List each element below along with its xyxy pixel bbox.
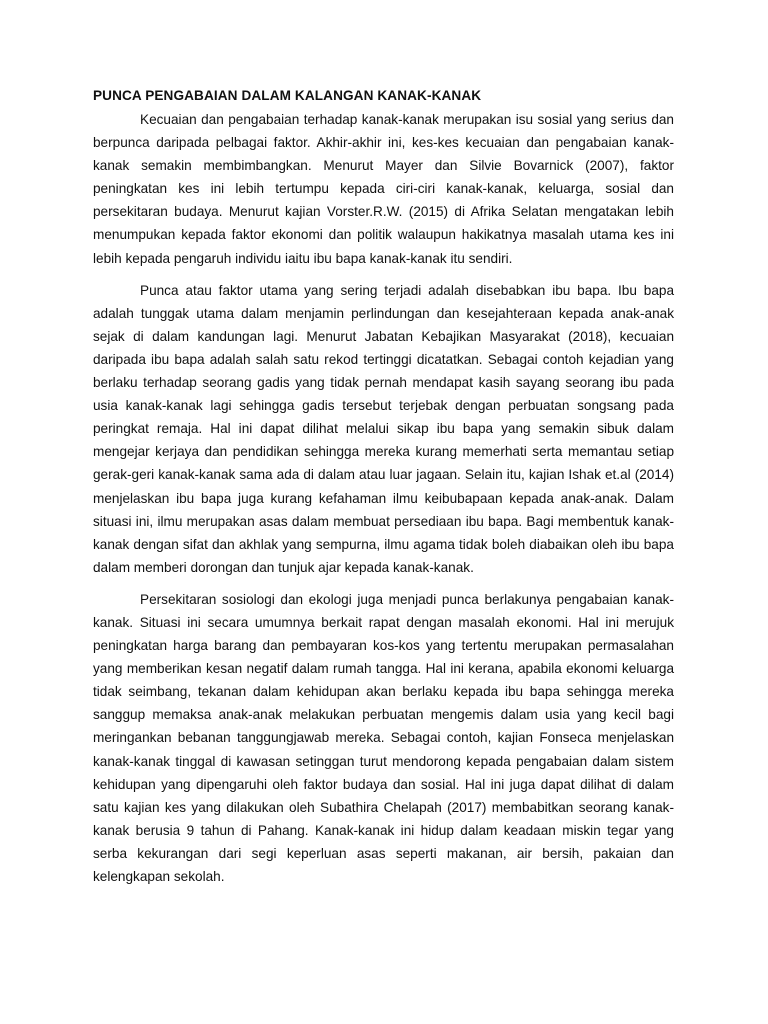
document-body bbox=[93, 84, 674, 897]
document-title: PUNCA PENGABAIAN DALAM KALANGAN KANAK-KANAK bbox=[93, 88, 482, 103]
paragraph-1: Kecuaian dan pengabaian terhadap kanak-kanak merupakan isu sosial yang serius dan berpunca daripada pelbagai faktor. Akhir-akhir ini, kes-kes kecuaian dan pengabaian kanak-kanak semakin membimbangkan. Menurut Mayer dan Silvie Bovarnick (2007), faktor peningkatan kes ini lebih tertumpu kepada ciri-ciri kanak-kanak, keluarga, sosial dan persekitaran budaya. Menurut kajian Vorster.R.W. (2015) di Afrika Selatan mengatakan lebih menumpukan kepada faktor ekonomi dan politik walaupun hakikatnya masalah utama kes ini lebih kepada pengaruh individu iaitu ibu bapa kanak-kanak itu sendiri. bbox=[93, 112, 674, 266]
paragraph-3: Persekitaran sosiologi dan ekologi juga menjadi punca berlakunya pengabaian kanak-kanak. Situasi ini secara umumnya berkait rapat dengan masalah ekonomi. Hal ini merujuk peningkatan harga barang dan pembayaran kos-kos yang tertentu merupakan permasalahan yang memberikan kesan negatif dalam rumah tangga. Hal ini kerana, apabila ekonomi keluarga tidak seimbang, tekanan dalam kehidupan akan berlaku kepada ibu bapa sehingga mereka sanggup memaksa anak-anak melakukan perbuatan mengemis dalam usia yang kecil bagi meringankan bebanan tanggungjawab mereka. Sebagai contoh, kajian Fonseca menjelaskan kanak-kanak tinggal di kawasan setinggan turut mendorong kepada pengabaian dalam sistem kehidupan yang dipengaruhi oleh faktor budaya dan sosial. Hal ini juga dapat dilihat di dalam satu kajian kes yang dilakukan oleh Subathira Chelapah (2017) membabitkan seorang kanak-kanak berusia 9 tahun di Pahang. Kanak-kanak ini hidup dalam keadaan miskin tegar yang serba kekurangan dari segi keperluan asas seperti makanan, air bersih, pakaian dan kelengkapan sekolah. bbox=[93, 591, 674, 884]
paragraph-2: Punca atau faktor utama yang sering terjadi adalah disebabkan ibu bapa. Ibu bapa adalah tunggak utama dalam menjamin perlindungan dan kesejahteraan kepada anak-anak sejak di dalam kandungan lagi. Menurut Jabatan Kebajikan Masyarakat (2018), kecuaian daripada ibu bapa adalah salah satu rekod tertinggi dicatatkan. Sebagai contoh kejadian yang berlaku terhadap seorang gadis yang tidak pernah mendapat kasih sayang seorang ibu pada usia kanak-kanak lagi sehingga gadis tersebut terjebak dengan perbuatan songsang pada peringkat remaja. Hal ini dapat dilihat melalui sikap ibu bapa yang semakin sibuk dalam mengejar kerjaya dan pendidikan sehingga mereka kurang memerhati serta memantau setiap gerak-geri kanak-kanak sama ada di dalam atau luar jagaan. Selain itu, kajian Ishak et.al (2014) menjelaskan ibu bapa juga kurang kefahaman ilmu keibubapaan kepada anak-anak. Dalam situasi ini, ilmu merupakan asas dalam membuat persediaan ibu bapa. Bagi membentuk kanak-kanak dengan sifat dan akhlak yang sempurna, ilmu agama tidak boleh diabaikan oleh ibu bapa dalam memberi dorongan dan tunjuk ajar kepada kanak-kanak. bbox=[93, 282, 674, 575]
